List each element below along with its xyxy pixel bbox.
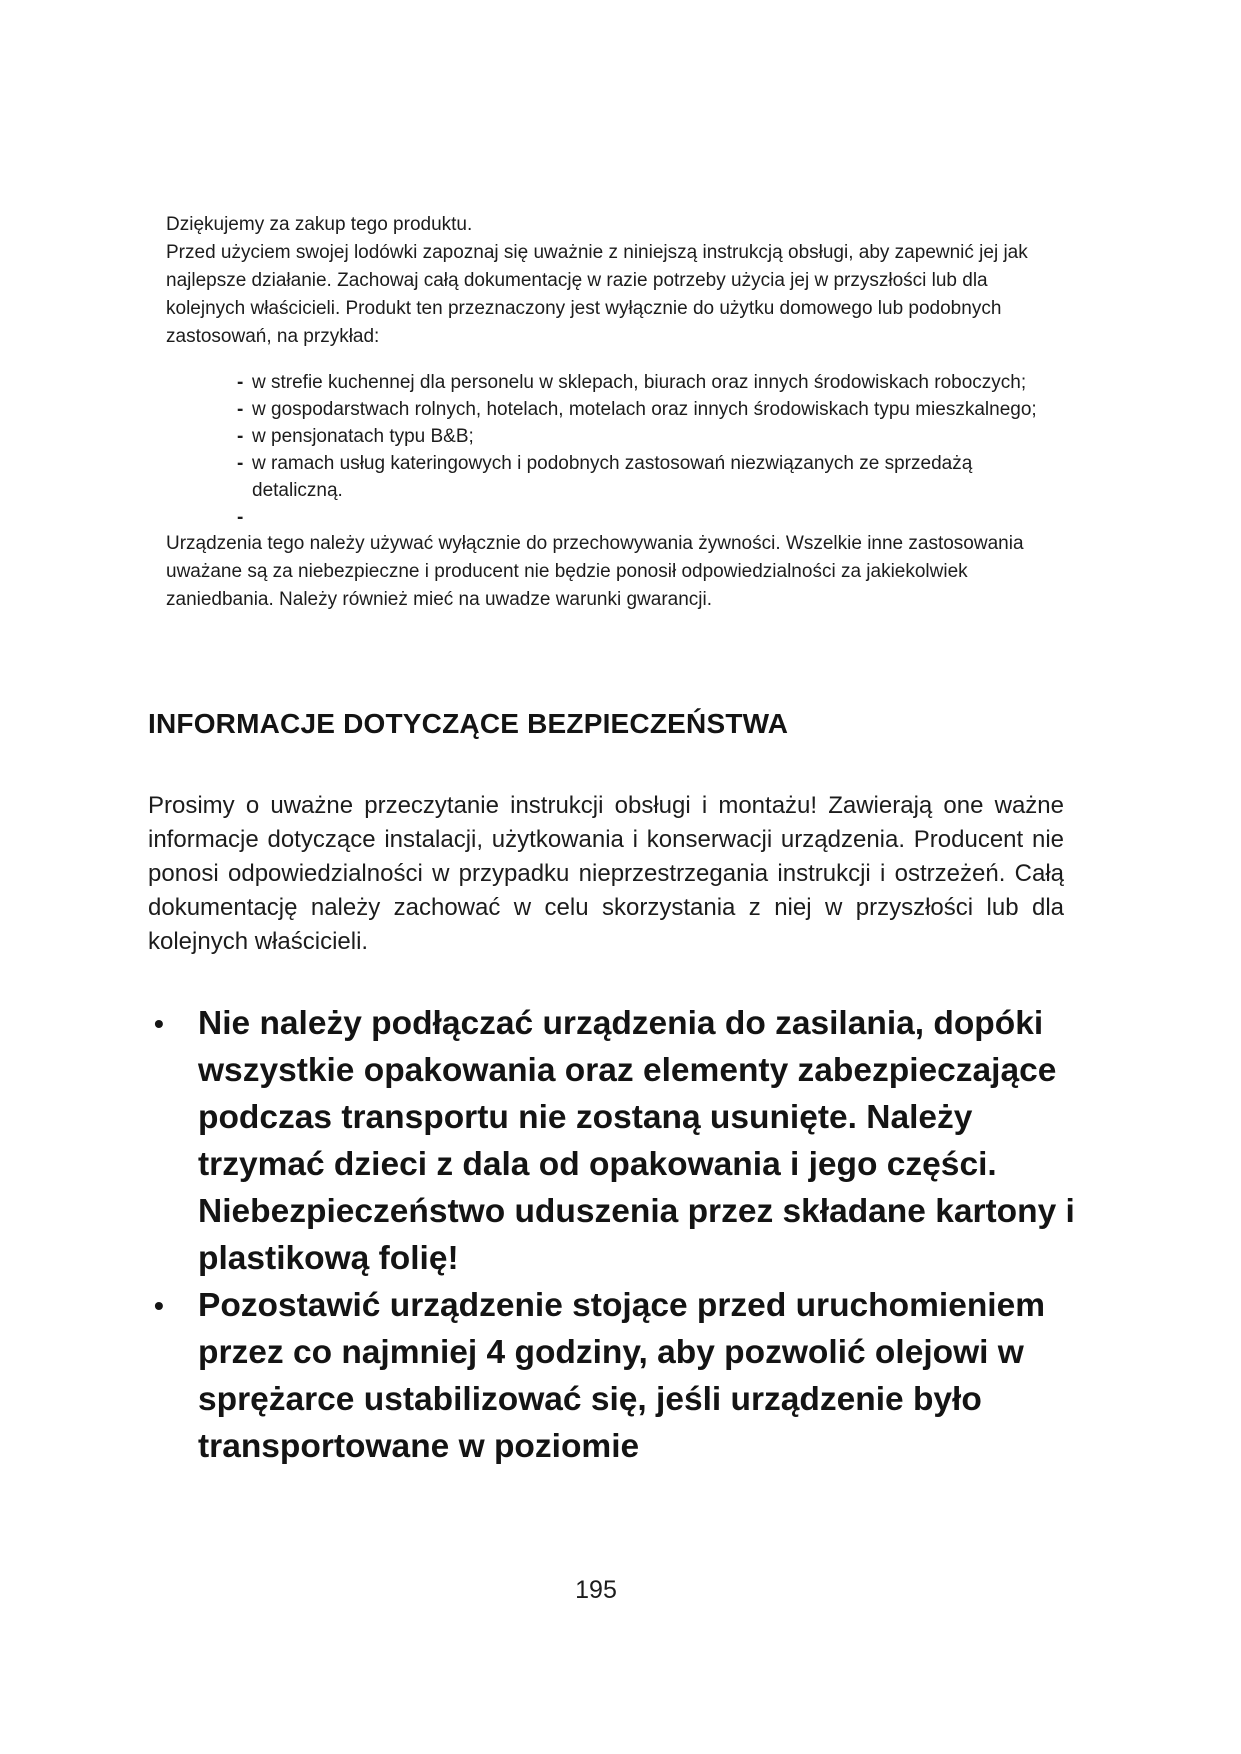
dash-marker: - (237, 453, 244, 474)
uses-list (166, 369, 1066, 530)
intro-section (166, 211, 1066, 614)
warning-item (148, 1282, 1078, 1470)
dash-marker: - (237, 507, 244, 528)
intro-thanks: Dziękujemy za zakup tego produktu. (166, 214, 473, 235)
bullet-icon: • (154, 1008, 164, 1039)
list-item-text: w pensjonatach typu B&B; (252, 426, 474, 447)
warning-item (148, 1000, 1078, 1282)
warning-text: Nie należy podłączać urządzenia do zasilania, dopóki wszystkie opakowania oraz elementy zabezpieczające podczas transportu nie zostaną usunięte. Należy trzymać dzieci z dala od opakowania i jego części. Niebezpieczeństwo uduszenia przez składane kartony i plastikową folię! (198, 1005, 1075, 1277)
list-item (238, 369, 1066, 396)
safety-paragraph: Prosimy o uważne przeczytanie instrukcji obsługi i montażu! Zawierają one ważne informacje dotyczące instalacji, użytkowania i konserwacji urządzenia. Producent nie ponosi odpowiedzialności w przypadku nieprzestrzegania instrukcji i ostrzeżeń. Całą dokumentację należy zachować w celu skorzystania z niej w przyszłości lub dla kolejnych właścicieli. (148, 792, 1064, 955)
page-number: 195 (575, 1576, 617, 1604)
safety-heading: INFORMACJE DOTYCZĄCE BEZPIECZEŃSTWA (148, 708, 789, 739)
dash-marker: - (237, 399, 244, 420)
intro-closing: Urządzenia tego należy używać wyłącznie do przechowywania żywności. Wszelkie inne zastosowania uważane są za niebezpieczne i producent nie będzie ponosił odpowiedzialności za jakiekolwiek zaniedbania. Należy również mieć na uwadze warunki gwarancji. (166, 533, 1024, 610)
dash-marker: - (237, 426, 244, 447)
list-item-text: w strefie kuchennej dla personelu w sklepach, biurach oraz innych środowiskach roboczych; (252, 372, 1027, 393)
list-item (238, 423, 1066, 450)
dash-marker: - (237, 372, 244, 393)
list-item (238, 396, 1066, 423)
list-item-text: w gospodarstwach rolnych, hotelach, motelach oraz innych środowiskach typu mieszkalnego; (252, 399, 1037, 420)
list-item-text: w ramach usług kateringowych i podobnych zastosowań niezwiązanych ze sprzedażą detaliczną. (252, 453, 973, 501)
warnings-list (148, 1000, 1078, 1470)
list-item (238, 450, 1066, 504)
warning-text: Pozostawić urządzenie stojące przed uruchomieniem przez co najmniej 4 godziny, aby pozwolić olejowi w sprężarce ustabilizować się, jeśli urządzenie było transportowane w poziomie (198, 1287, 1046, 1465)
intro-lead: Przed użyciem swojej lodówki zapoznaj się uważnie z niniejszą instrukcją obsługi, aby zapewnić jej jak najlepsze działanie. Zachowaj całą dokumentację w razie potrzeby użycia jej w przyszłości lub dla kolejnych właścicieli. Produkt ten przeznaczony jest wyłącznie do użytku domowego lub podobnych zastosowań, na przykład: (166, 242, 1028, 347)
list-item-empty (238, 504, 1066, 530)
bullet-icon: • (154, 1290, 164, 1321)
